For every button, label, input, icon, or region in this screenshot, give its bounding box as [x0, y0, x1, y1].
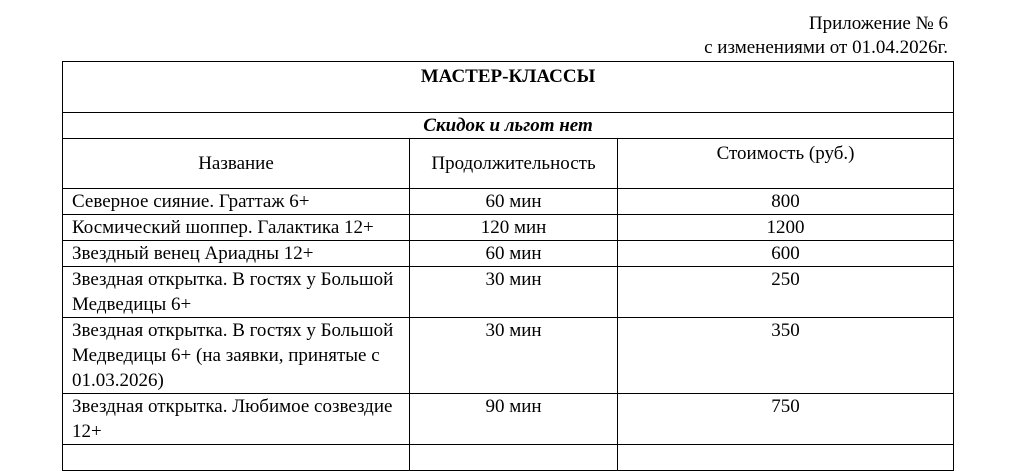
- table-row: [63, 189, 954, 215]
- discount-note: Скидок и льгот нет: [63, 113, 954, 139]
- row-price: 800: [618, 189, 954, 215]
- row-name: Звездный венец Ариадны 12+: [63, 241, 410, 267]
- table-row: [63, 267, 954, 318]
- row-name: Северное сияние. Граттаж 6+: [63, 189, 410, 215]
- row-duration: 90 мин: [410, 394, 618, 445]
- row-name: Звездная открытка. В гостях у Большой Медведицы 6+: [63, 267, 410, 318]
- row-price: 600: [618, 241, 954, 267]
- row-price: 750: [618, 394, 954, 445]
- row-name: Космический шоппер. Галактика 12+: [63, 215, 410, 241]
- row-price: 250: [618, 267, 954, 318]
- appendix-number: Приложение № 6: [808, 13, 948, 34]
- row-name: Звездная открытка. В гостях у Большой Медведицы 6+ (на заявки, принятые с 01.03.2026): [63, 318, 410, 394]
- row-duration: 60 мин: [410, 189, 618, 215]
- row-duration: 30 мин: [410, 267, 618, 318]
- table-row: [63, 445, 954, 471]
- column-header-duration: Продолжительность: [410, 139, 618, 189]
- row-price: 350: [618, 318, 954, 394]
- row-name: Звездная открытка. Любимое созвездие 12+: [63, 394, 410, 445]
- master-classes-table: [62, 61, 954, 471]
- row-name: [63, 445, 410, 471]
- column-header-name: Название: [63, 139, 410, 189]
- row-duration: 60 мин: [410, 241, 618, 267]
- table-header-row: [63, 139, 954, 189]
- table-row: [63, 241, 954, 267]
- row-duration: 120 мин: [410, 215, 618, 241]
- table-row: [63, 318, 954, 394]
- table-title-row: [63, 62, 954, 113]
- table-subtitle-row: [63, 113, 954, 139]
- revision-date: с изменениями от 01.04.2026г.: [704, 37, 948, 58]
- row-price: 1200: [618, 215, 954, 241]
- table-row: [63, 215, 954, 241]
- table-title: МАСТЕР-КЛАССЫ: [63, 62, 954, 113]
- column-header-price: Стоимость (руб.): [618, 139, 954, 189]
- row-duration: [410, 445, 618, 471]
- row-price: [618, 445, 954, 471]
- row-duration: 30 мин: [410, 318, 618, 394]
